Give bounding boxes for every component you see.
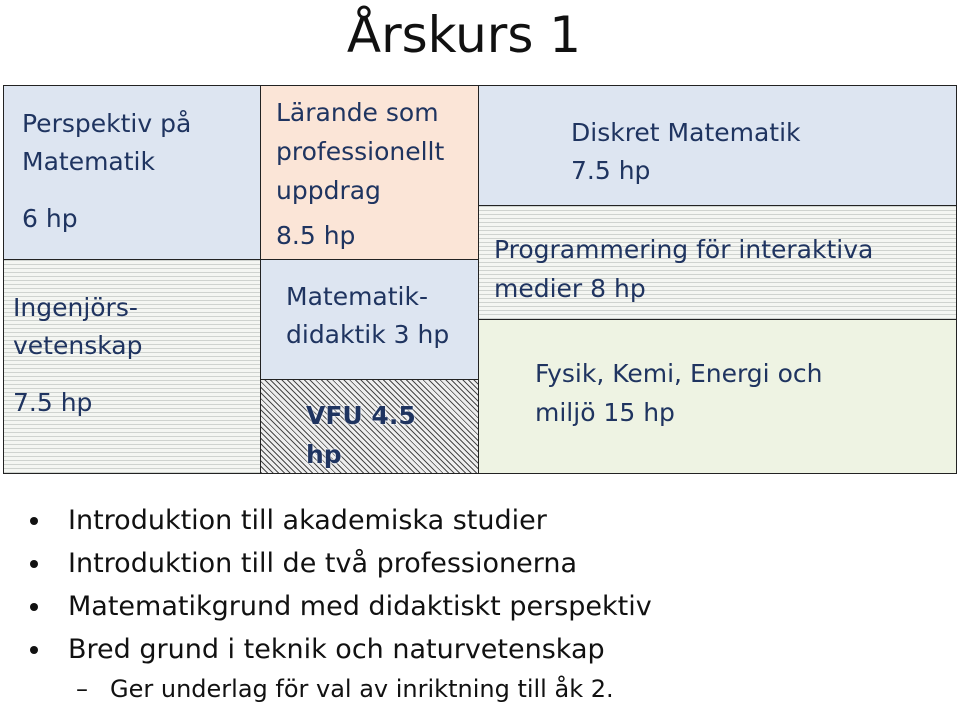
course-vfu-line1: VFU 4.5 bbox=[306, 401, 416, 430]
course-perspektiv-hp: 6 hp bbox=[22, 204, 78, 233]
bullet-text: Introduktion till akademiska studier bbox=[68, 505, 547, 536]
course-fysik-line2: miljö 15 hp bbox=[535, 398, 675, 427]
course-larande-line2: professionellt bbox=[276, 137, 445, 166]
course-perspektiv-line2: Matematik bbox=[22, 147, 155, 176]
course-larande-hp: 8.5 hp bbox=[276, 221, 356, 250]
course-diskret-line2: 7.5 hp bbox=[571, 156, 651, 185]
course-perspektiv-line1: Perspektiv på bbox=[22, 109, 192, 138]
bullet-item bbox=[24, 628, 652, 671]
bullet-dot-icon bbox=[30, 603, 38, 611]
page-title: Årskurs 1 bbox=[346, 6, 582, 64]
course-ingenjor-line2: vetenskap bbox=[13, 331, 143, 360]
bullet-item bbox=[24, 542, 652, 585]
course-ingenjor-hp: 7.5 hp bbox=[13, 388, 93, 417]
course-programmering-line2: medier 8 hp bbox=[494, 274, 646, 303]
course-ingenjor-line1: Ingenjörs- bbox=[13, 293, 138, 322]
course-programmering-line1: Programmering för interaktiva bbox=[494, 235, 874, 264]
sub-bullet-text: Ger underlag för val av inriktning till åk 2. bbox=[110, 675, 614, 703]
course-larande-line1: Lärande som bbox=[276, 98, 439, 127]
bullet-text: Matematikgrund med didaktiskt perspektiv bbox=[68, 591, 652, 622]
sub-bullet bbox=[76, 673, 614, 705]
bullet-dot-icon bbox=[30, 517, 38, 525]
course-larande-line3: uppdrag bbox=[276, 176, 381, 205]
bullet-item bbox=[24, 499, 652, 542]
course-vfu-line2: hp bbox=[306, 440, 342, 469]
bullet-dot-icon bbox=[30, 646, 38, 654]
course-fysik-line1: Fysik, Kemi, Energi och bbox=[535, 359, 823, 388]
bullet-dot-icon bbox=[30, 560, 38, 568]
course-didaktik-line1: Matematik- bbox=[286, 282, 428, 311]
bullet-text: Introduktion till de två professionerna bbox=[68, 548, 578, 579]
bullet-list bbox=[24, 499, 652, 671]
course-diskret-line1: Diskret Matematik bbox=[571, 118, 801, 147]
bullet-item bbox=[24, 585, 652, 628]
bullet-text: Bred grund i teknik och naturvetenskap bbox=[68, 634, 605, 665]
dash-icon: – bbox=[76, 675, 88, 703]
course-didaktik-line2: didaktik 3 hp bbox=[286, 320, 450, 349]
